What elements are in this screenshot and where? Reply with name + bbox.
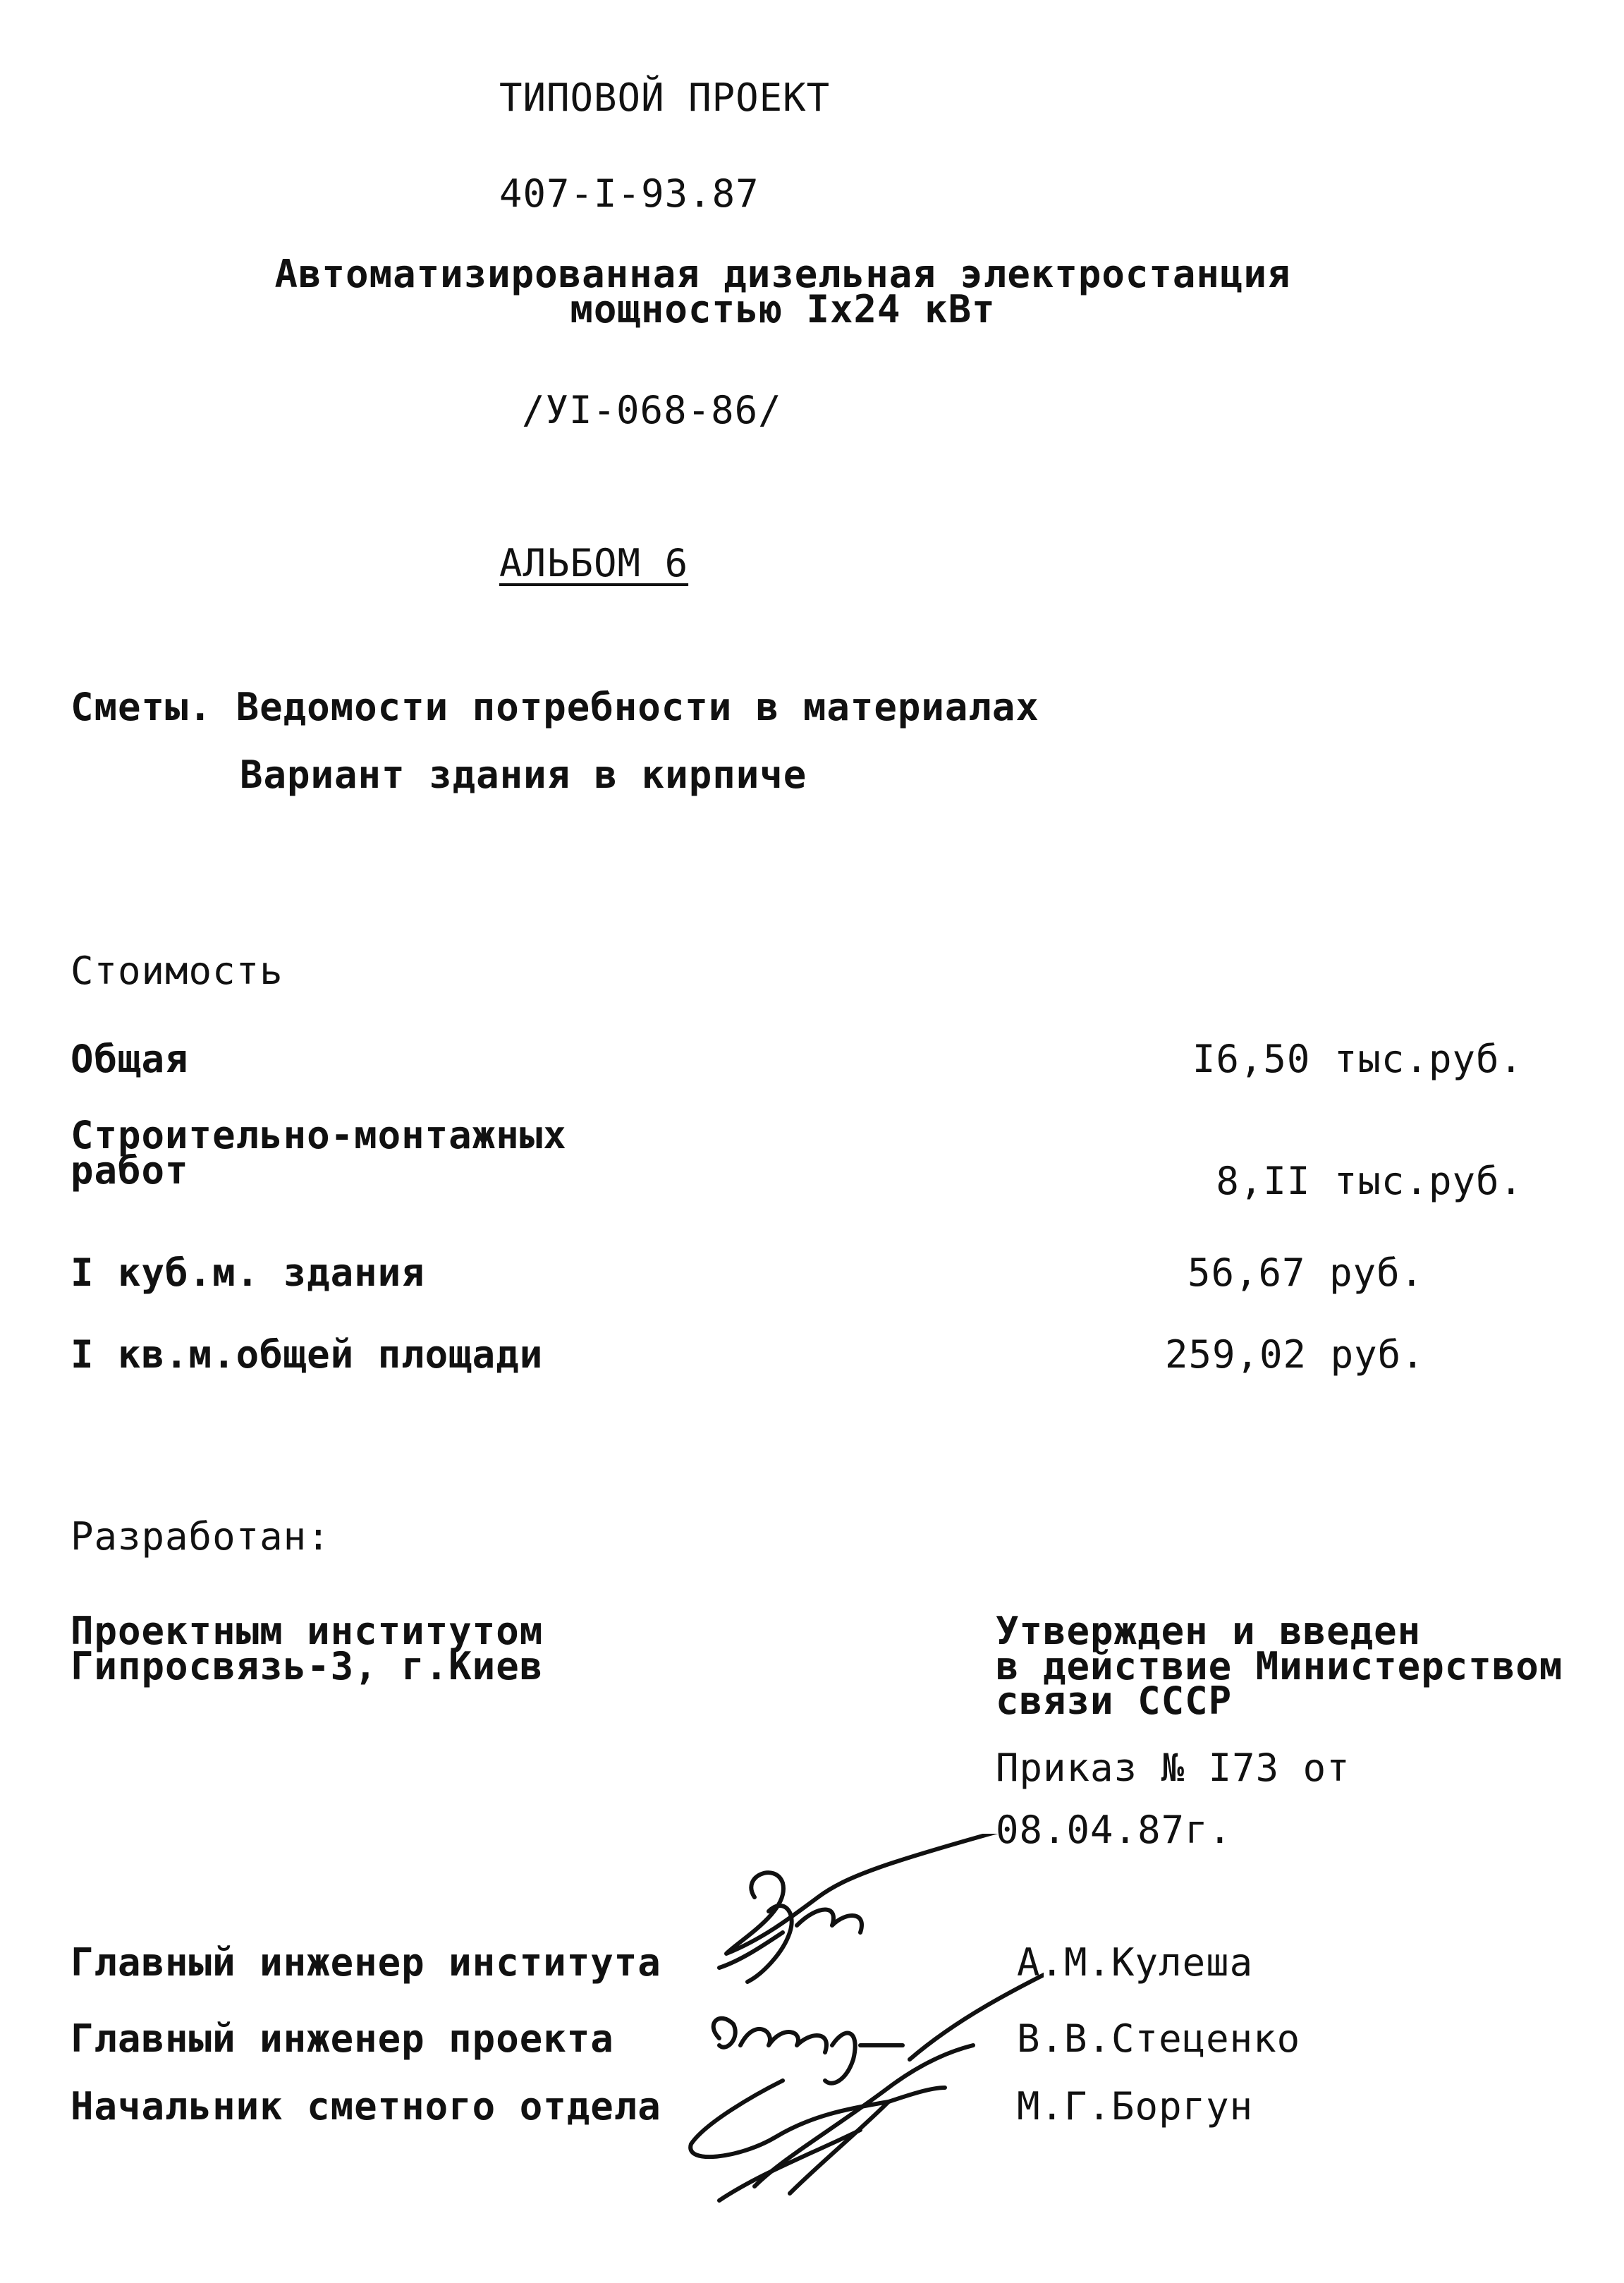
approval-date: 08.04.87г. xyxy=(996,1808,1233,1852)
cost-label-construction-line1: Строительно-монтажных xyxy=(71,1113,567,1157)
cost-value-construction: 8,II тыс.руб. xyxy=(1216,1159,1523,1203)
signatory-name-estimates: М.Г.Боргун xyxy=(1017,2084,1254,2129)
signatory-position-estimates: Начальник сметного отдела xyxy=(71,2084,661,2129)
handwritten-signatures xyxy=(677,1834,1044,2215)
project-title-line1: Автоматизированная дизельная электростанция xyxy=(274,252,1291,296)
developed-heading: Разработан: xyxy=(71,1514,331,1559)
cost-label-sqm: I кв.м.общей площади xyxy=(71,1332,544,1377)
project-number: 407-I-93.87 xyxy=(499,171,759,216)
approval-order: Приказ № I73 от xyxy=(996,1746,1350,1790)
doc-type-heading: ТИПОВОЙ ПРОЕКТ xyxy=(499,75,831,120)
approval-block xyxy=(996,1609,1563,1724)
cost-label-total: Общая xyxy=(71,1037,189,1081)
approval-line2: в действие Министерством xyxy=(996,1643,1563,1688)
cost-value-total: I6,50 тыс.руб. xyxy=(1192,1037,1523,1081)
cost-label-construction-line2: работ xyxy=(71,1147,189,1193)
approval-line3: связи СССР xyxy=(996,1679,1233,1724)
project-code: /УI-068-86/ xyxy=(522,388,782,432)
signatory-name-project: В.В.Стеценко xyxy=(1017,2016,1301,2061)
cost-value-cubic: 56,67 руб. xyxy=(1188,1250,1424,1295)
project-title xyxy=(268,252,1298,331)
album-title: АЛЬБОМ 6 xyxy=(499,541,689,585)
cost-heading: Стоимость xyxy=(71,949,283,993)
developer-org-line2: Гипросвязь-3, г.Киев xyxy=(71,1643,544,1688)
cost-value-sqm: 259,02 руб. xyxy=(1165,1332,1425,1377)
project-title-line2: мощностью Iх24 кВт xyxy=(570,286,996,331)
signatory-name-institute: А.М.Кулеша xyxy=(1017,1940,1254,1985)
cost-label-cubic: I куб.м. здания xyxy=(71,1250,425,1295)
developer-org xyxy=(71,1609,544,1688)
signatory-position-institute: Главный инженер института xyxy=(71,1940,661,1985)
cost-label-construction xyxy=(71,1113,567,1193)
approval-line1: Утвержден и введен xyxy=(996,1609,1422,1653)
signatory-position-project: Главный инженер проекта xyxy=(71,2016,614,2061)
developer-org-line1: Проектным институтом xyxy=(71,1609,544,1653)
subject-line2: Вариант здания в кирпиче xyxy=(240,753,807,797)
subject-line1: Сметы. Ведомости потребности в материалах xyxy=(71,685,1039,729)
